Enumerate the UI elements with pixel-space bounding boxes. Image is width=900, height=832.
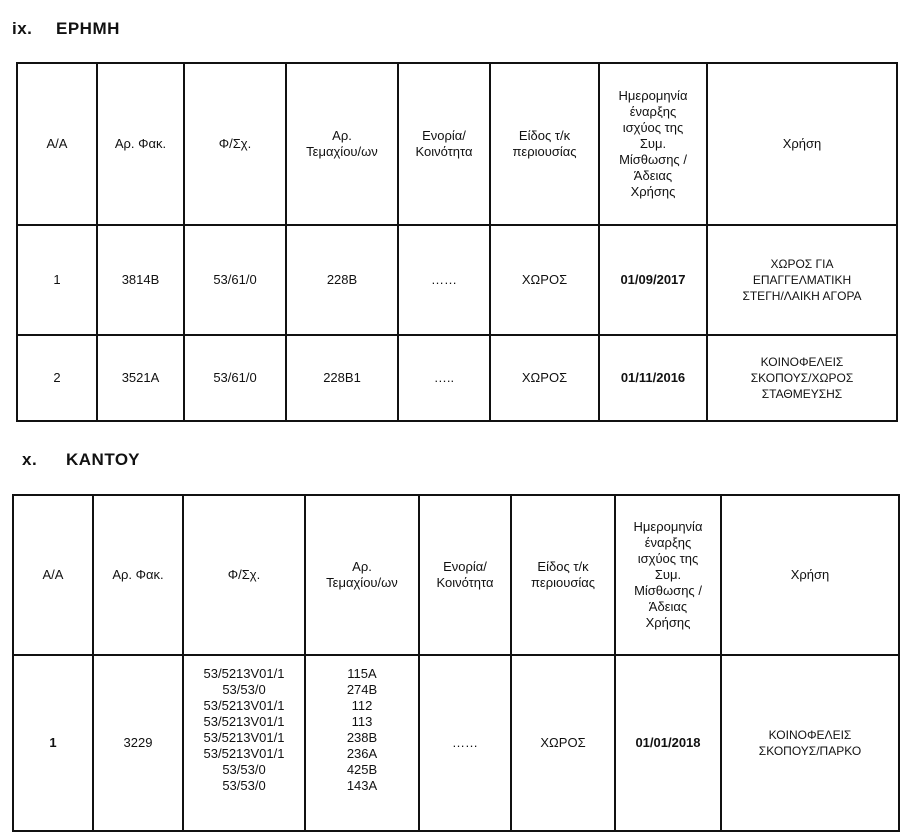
cell-plot-number-list (305, 655, 419, 831)
cell-parish: ….. (398, 335, 490, 421)
sheet-plan-item: 53/53/0 (222, 682, 266, 697)
cell-start-date: 01/09/2017 (599, 225, 707, 335)
header-parish: Ενορία/ Κοινότητα (398, 63, 490, 225)
sheet-plan-item: 53/5213V01/1 (203, 746, 285, 761)
section-title-erimi (12, 19, 120, 39)
sheet-plan-item: 53/5213V01/1 (203, 666, 285, 681)
header-sheet-plan: Φ/Σχ. (183, 495, 305, 655)
table-row (17, 225, 897, 335)
plot-number-item: 115Α (347, 666, 377, 681)
plot-number-item: 113 (351, 714, 373, 729)
sheet-plan-item: 53/5213V01/1 (203, 698, 285, 713)
header-parish: Ενορία/ Κοινότητα (419, 495, 511, 655)
header-plot-number: Αρ. Τεμαχίου/ων (286, 63, 398, 225)
cell-plot-number: 228Β1 (286, 335, 398, 421)
header-property-type: Είδος τ/κ περιουσίας (490, 63, 599, 225)
cell-use: ΚΟΙΝΟΦΕΛΕΙΣ ΣΚΟΠΟΥΣ/ΠΑΡΚΟ (721, 655, 899, 831)
sheet-plan-item: 53/5213V01/1 (203, 714, 285, 729)
plot-number-item: 236Α (346, 746, 378, 761)
sheet-plan-item: 53/5213V01/1 (203, 730, 285, 745)
sheet-plan-item: 53/53/0 (222, 778, 266, 793)
cell-sheet-plan-list (183, 655, 305, 831)
section-number: x. (22, 450, 38, 469)
header-start-date: Ημερομηνία έναρξης ισχύος της Συμ. Μίσθωσης / Άδειας Χρήσης (615, 495, 721, 655)
table-row (17, 335, 897, 421)
plot-number-item: 425Β (346, 762, 378, 777)
plot-number-item: 274Β (346, 682, 378, 697)
cell-parish: …… (419, 655, 511, 831)
cell-aa: 1 (17, 225, 97, 335)
section-name: ΕΡΗΜΗ (56, 19, 120, 38)
plot-number-item: 238Β (346, 730, 378, 745)
cell-file-number: 3814Β (97, 225, 184, 335)
header-row (13, 495, 899, 655)
header-file-number: Αρ. Φακ. (97, 63, 184, 225)
cell-file-number: 3521Α (97, 335, 184, 421)
cell-sheet-plan: 53/61/0 (184, 335, 286, 421)
header-property-type: Είδος τ/κ περιουσίας (511, 495, 615, 655)
header-start-date: Ημερομηνία έναρξης ισχύος της Συμ. Μίσθωσης / Άδειας Χρήσης (599, 63, 707, 225)
plot-number-item: 112 (351, 698, 373, 713)
header-use: Χρήση (707, 63, 897, 225)
plot-number-item: 143Α (346, 778, 378, 793)
header-file-number: Αρ. Φακ. (93, 495, 183, 655)
header-aa: Α/Α (13, 495, 93, 655)
cell-start-date: 01/01/2018 (615, 655, 721, 831)
table-row (13, 655, 899, 831)
section-number: ix. (12, 19, 33, 38)
header-use: Χρήση (721, 495, 899, 655)
section-name: ΚΑΝΤΟΥ (66, 450, 140, 469)
cell-aa: 2 (17, 335, 97, 421)
cell-aa: 1 (13, 655, 93, 831)
cell-start-date: 01/11/2016 (599, 335, 707, 421)
header-aa: Α/Α (17, 63, 97, 225)
cell-property-type: ΧΩΡΟΣ (490, 335, 599, 421)
cell-sheet-plan: 53/61/0 (184, 225, 286, 335)
cell-use: ΚΟΙΝΟΦΕΛΕΙΣ ΣΚΟΠΟΥΣ/ΧΩΡΟΣ ΣΤΑΘΜΕΥΣΗΣ (707, 335, 897, 421)
cell-property-type: ΧΩΡΟΣ (511, 655, 615, 831)
kantou-table (12, 494, 900, 832)
cell-use: ΧΩΡΟΣ ΓΙΑ ΕΠΑΓΓΕΛΜΑΤΙΚΗ ΣΤΕΓΗ/ΛΑΙΚΗ ΑΓΟΡΑ (707, 225, 897, 335)
section-title-kantou (22, 450, 140, 470)
header-sheet-plan: Φ/Σχ. (184, 63, 286, 225)
header-row (17, 63, 897, 225)
cell-file-number: 3229 (93, 655, 183, 831)
sheet-plan-item: 53/53/0 (222, 762, 266, 777)
cell-plot-number: 228Β (286, 225, 398, 335)
cell-property-type: ΧΩΡΟΣ (490, 225, 599, 335)
cell-parish: …… (398, 225, 490, 335)
erimi-table (16, 62, 898, 422)
header-plot-number: Αρ. Τεμαχίου/ων (305, 495, 419, 655)
